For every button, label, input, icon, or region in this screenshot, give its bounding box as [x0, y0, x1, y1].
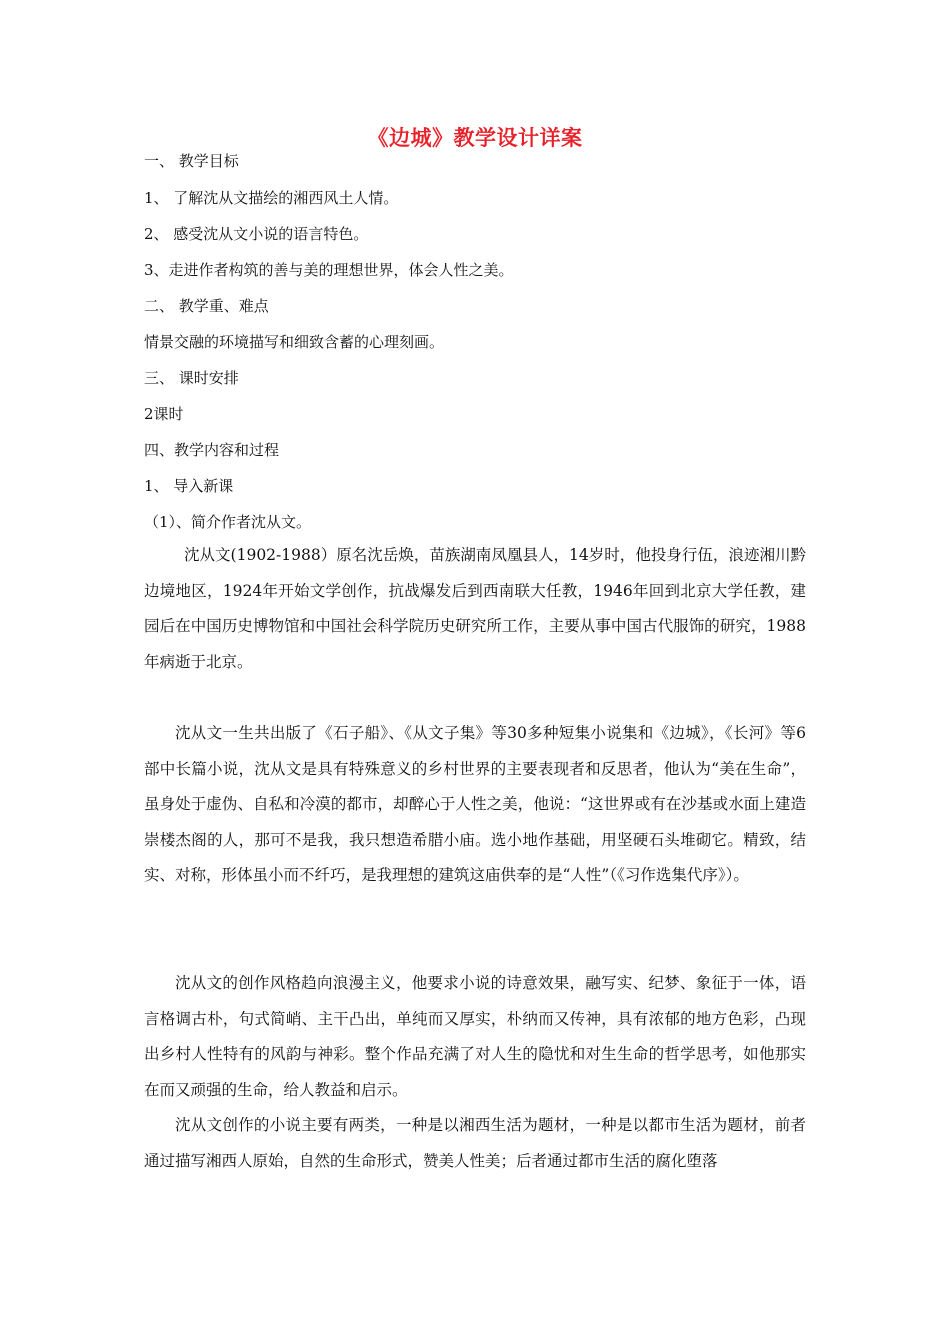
key-points-text: 情景交融的环境描写和细致含蓄的心理刻画。 — [144, 333, 445, 351]
subsection-heading-intro: 1、 导入新课 — [144, 477, 234, 495]
paragraph-author-bio: 沈从文(1902-1988）原名沈岳焕，苗族湖南凤凰县人，14岁时，他投身行伍，浪迹湘川黔边境地区，1924年开始文学创作，抗战爆发后到西南联大任教，1946年回到北京大学任教，建园后在中国历史博物馆和中国社会科学院历史研究所工作，主要从事中国古代服饰的研究，1988年病逝于北京。 — [144, 546, 806, 671]
document-title: 《边城》教学设计详案 — [367, 126, 583, 150]
objective-item-2: 2、 感受沈从文小说的语言特色。 — [144, 225, 369, 243]
section-heading-key-points: 二、 教学重、难点 — [144, 297, 269, 315]
paragraph-themes: 沈从文创作的小说主要有两类，一种是以湘西生活为题材，一种是以都市生活为题材，前者通过描写湘西人原始，自然的生命形式，赞美人性美；后者通过都市生活的腐化堕落 — [144, 1116, 806, 1170]
subsection-heading-author: （1）、简介作者沈从文。 — [144, 513, 312, 531]
section-heading-objectives: 一、 教学目标 — [144, 152, 239, 170]
objective-item-1: 1、 了解沈从文描绘的湘西风土人情。 — [144, 189, 399, 207]
section-heading-content: 四、教学内容和过程 — [144, 441, 280, 459]
objective-item-3: 3、走进作者构筑的善与美的理想世界，体会人性之美。 — [144, 261, 514, 279]
paragraph-works: 沈从文一生共出版了《石子船》、《从文子集》等30多种短集小说集和《边城》，《长河》等6部中长篇小说，沈从文是具有特殊意义的乡村世界的主要表现者和反思者，他认为“美在生命”，虽身处于虚伪、自私和冷漠的都市，却醉心于人性之美，他说：“这世界或有在沙基或水面上建造崇楼杰阁的人，那可不是我，我只想造希腊小庙。选小地作基础，用坚硬石头堆砌它。精致，结实、对称，形体虽小而不纤巧，是我理想的建筑这庙供奉的是“人性”（《习作选集代序》）。 — [144, 724, 806, 885]
paragraph-style: 沈从文的创作风格趋向浪漫主义，他要求小说的诗意效果，融写实、纪梦、象征于一体，语言格调古朴，句式简峭、主干凸出，单纯而又厚实，朴纳而又传神，具有浓郁的地方色彩，凸现出乡村人性特有的风韵与神彩。整个作品充满了对人生的隐忧和对生生命的哲学思考，如他那实在而又顽强的生命，给人教益和启示。 — [144, 974, 806, 1099]
section-heading-schedule: 三、 课时安排 — [144, 369, 239, 387]
schedule-text: 2课时 — [144, 405, 184, 423]
